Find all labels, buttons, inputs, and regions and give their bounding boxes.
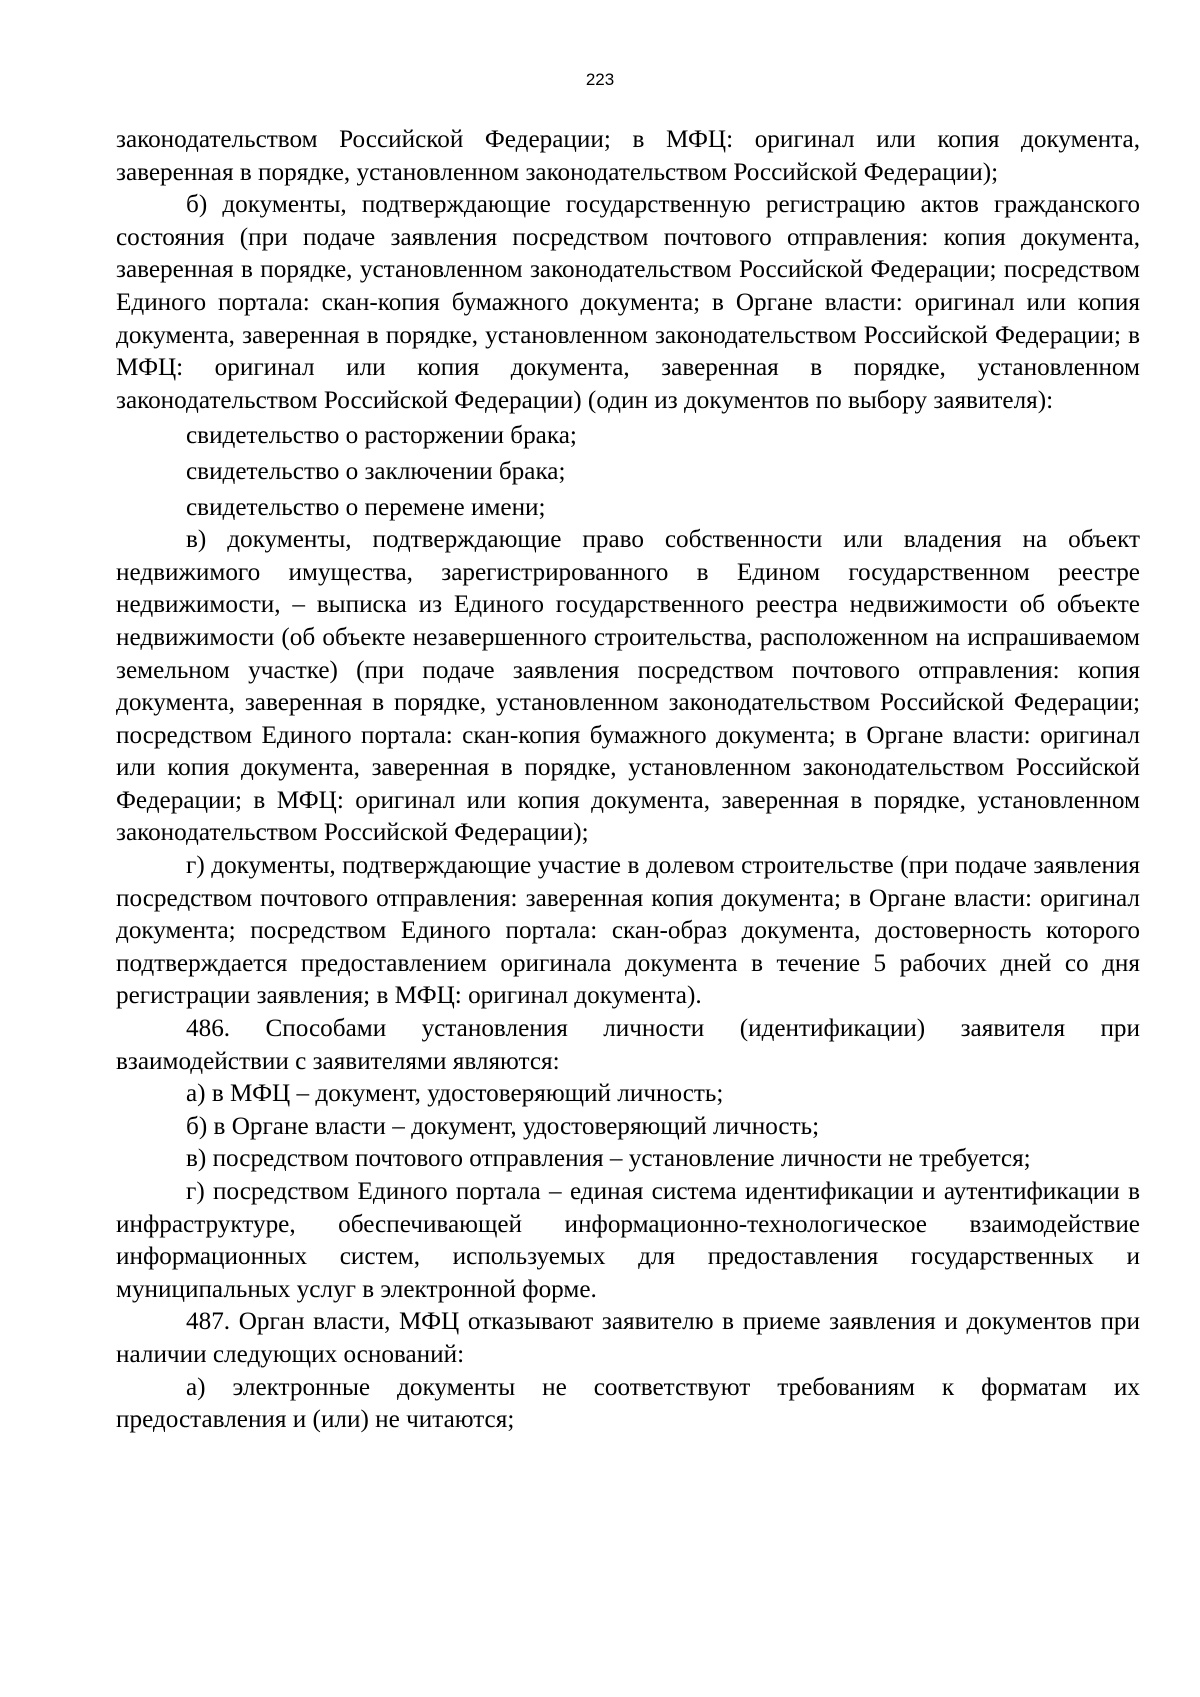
paragraph-486-v: в) посредством почтового отправления – установление личности не требуется; [186, 1145, 1031, 1173]
paragraph-486-b: б) в Органе власти – документ, удостоверяющий личность; [186, 1112, 820, 1140]
paragraph-continuation: законодательством Российской Федерации; в МФЦ: оригинал или копия документа, заверенная в порядке, установленном законодательством Российской Федерации); [116, 126, 1140, 186]
document-body [116, 124, 1140, 1437]
page-number: 223 [585, 70, 615, 89]
paragraph-item-v-property: в) документы, подтверждающие право собственности или владения на объект недвижимого имущества, зарегистрированного в Едином государственном реестре недвижимости, – выписка из Единого государственного реестра недвижимости об объекте недвижимости (об объекте незавершенного строительства, расположенном на испрашиваемом земельном участке) (при подаче заявления посредством почтового отправления: копия документа, заверенная в порядке, установленном законодательством Российской Федерации; посредством Единого портала: скан-копия бумажного документа; в Органе власти: оригинал или копия документа, заверенная в порядке, установленном законодательством Российской Федерации; в МФЦ: оригинал или копия документа, заверенная в порядке, установленном законодательством Российской Федерации); [116, 526, 1140, 847]
list-item-marriage-certificate: свидетельство о заключении брака; [186, 457, 566, 485]
paragraph-486-a: а) в МФЦ – документ, удостоверяющий личность; [186, 1080, 724, 1108]
paragraph-item-b-civil-status: б) документы, подтверждающие государственную регистрацию актов гражданского состояния (при подаче заявления посредством почтового отправления: копия документа, заверенная в порядке, установленном законодательством Российской Федерации; посредством Единого портала: скан-копия бумажного документа; в Органе власти: оригинал или копия документа, заверенная в порядке, установленном законодательством Российской Федерации; в МФЦ: оригинал или копия документа, заверенная в порядке, установленном законодательством Российской Федерации) (один из документов по выбору заявителя): [116, 191, 1140, 414]
paragraph-486: 486. Способами установления личности (идентификации) заявителя при взаимодействии с заявителями являются: [116, 1015, 1140, 1075]
paragraph-item-g-shared-construction: г) документы, подтверждающие участие в долевом строительстве (при подаче заявления посредством почтового отправления: заверенная копия документа; в Органе власти: оригинал документа; посредством Единого портала: скан-образ документа, достоверность которого подтверждается предоставлением оригинала документа в течение 5 рабочих дней со дня регистрации заявления; в МФЦ: оригинал документа). [116, 852, 1140, 1010]
paragraph-487-a: а) электронные документы не соответствуют требованиям к форматам их предоставления и (или) не читаются; [116, 1373, 1140, 1434]
paragraph-486-g: г) посредством Единого портала – единая система идентификации и аутентификации в инфраструктуре, обеспечивающей информационно-технологическое взаимодействие информационных систем, используемых для предоставления государственных и муниципальных услуг в электронной форме. [116, 1178, 1140, 1303]
list-item-name-change-certificate: свидетельство о перемене имени; [186, 493, 546, 521]
paragraph-487: 487. Орган власти, МФЦ отказывают заявителю в приеме заявления и документов при наличии следующих оснований: [116, 1308, 1140, 1368]
list-item-divorce-certificate: свидетельство о расторжении брака; [186, 422, 577, 450]
